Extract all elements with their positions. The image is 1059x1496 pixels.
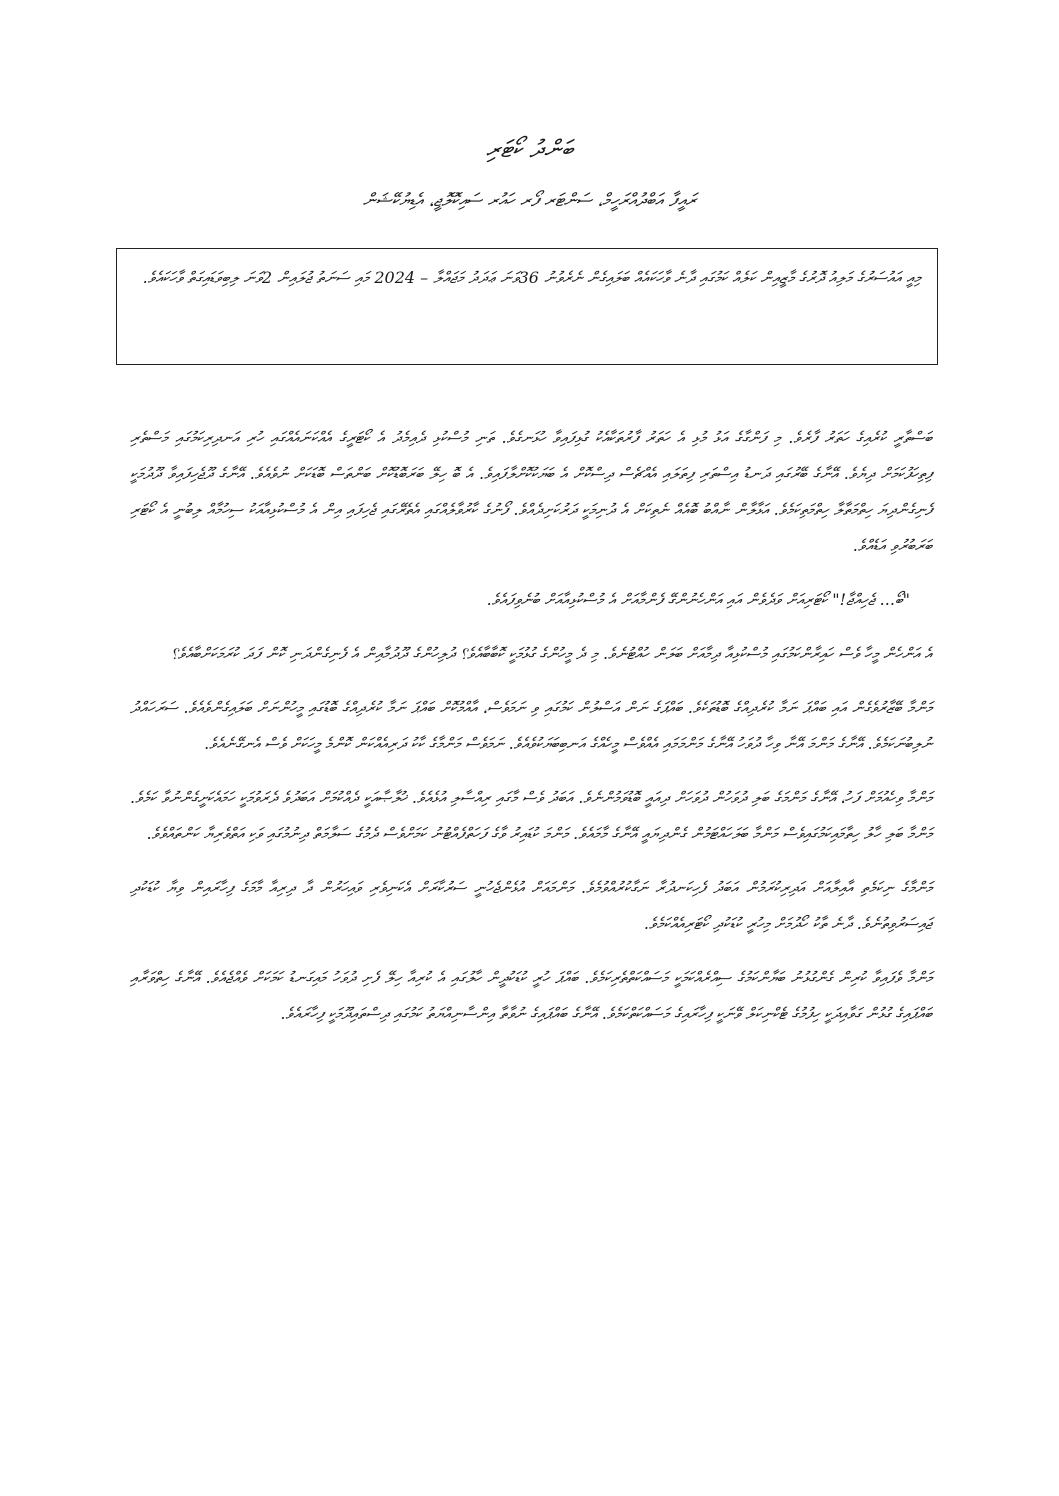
paragraph: މަންމާގެ ނިކަމެތި އާއިލާއަށް އަދިރިކުރަމުން އަބަދު ފެހިކަނދުރާ ނަގާކުރުއްވުމެވެ. މަންމައަށް އުޅެންޖެހުނީ ސަރުކާރަށް އެކަނިވެރި ވައިހަރުން ދާ ދިރިއާ މާމަގެ ފިހާރައިން ވިޔާ ކުޑަކުދި ޖައިސަރުވިތުނެވެ. ދާނެ ތާކު ހޯދުމަށް މިހުރީ ކުޑަކުދި ކޯޓަރިއެއްކަމެވެ. [130, 878, 932, 933]
summary-box [116, 248, 938, 365]
paragraph: މަންމާ ބޭޒާރުވެގެން އައި ބައްޕަ ނަމާ ކުރެދިއްގެ ބޮޑުތަކެވެ. ބައްޕަގެ ނަން އަސްލުން ކަމުގައި ވި ނަމަވެސް، އާއްމުކޮށް ބައްޕަ ނަމާ ކުރެދިއްގެ ބޮޑުގައި މީހުންނަށް ބަލައިގެންވެއެވެ. ސަރަހައްދު ނުލިބުނަކަމެވެ. އޭނާގެ މަންމަ އޭނާ ވިހާ ދުވަހު އޭނާގެ މަންމަމައި އެއްވެސް މީހެއްގެ އަނބިބަޔަކުވެއެވެ. ނަމަވެސް މަންމާގެ ކާކު ދަރިއެއްކަން ކޮންމެ މީހަކަށް ވެސް އެނގޭނެއެވެ. [130, 698, 932, 753]
document-title: ބަންދު ކޯޓަރި [486, 135, 573, 163]
summary-text: މިއީ އައުސަރުގެ މަލިއު ދޮރުގެ މާޒީއިން ކަލެއް ކަމުގައި ދާނެ ވާހަކައެއް ބަލައިގެން ނެރެވުނު 36ވަނަ ޢަދަދު މަޖައްލާ – 2024 މައި ސަނަތު ޖުލައިން 2ވަނަ ލިބިވަޑައިގަތް ވާހަކައެވެ. [142, 268, 921, 287]
author-byline: ރައީފާ އަބްދުއްރަހީމް، ސަންޓަރ ފޯރ ހައުރ ސައިކޮލޮޖީ، އެޑިޔުކޭޝަން [362, 190, 697, 211]
paragraph: މަންމާ ވިހެއުމަށް ފަހު، އޭނާގެ މަންމަގެ ބަލި ދުވަހުން ދުވަހަށް ދިއައީ ބޮޑުވަމުންނެވެ. އަބަދު ވެސް މާގައި ރިއްސާލި އުޅެއެވެ. ޚުލާޞާއަކީ ދެއްކުމަށް އަބަދުވެ ދެރަވުމަކީ ހަމައެކަށީގެންނުވާ ކަމެވެ. މަންމާ ބަލި ހާލު ހިތާމައިކަމުގައިވެސް މަންމާ ބަލަހައްޓަމުން ގެންދިޔައީ އޭނާގެ މާމައެވެ. މަންމަ ކުޑައިރު ވާގެ ފަހަތްފެއްޓުނު ކަމަށްވެސް ދެމުގެ ސަލާމަތް ދިނުމުގައި ވަކި އަތްވެރިޔާ ކަންތައްވެވެ. [130, 788, 932, 843]
paragraph: މަންމާ ވެފައިވާ ކުރިން ގެންގުޅުނު ބަޔާންކަމުގެ ސިއްރެއްކަމަކީ މަސައްކަތްތެރިކަމެވެ. ބައްޕަ ހުރީ ކުޑަކުދީން ހާލުގައި އެ ކުރިއާ ހިލޭ ފެށި ދުވަހު މައިގަނޑު ކަމަކަށް ވެއްޖެއެވެ. އޭނާގެ ހިތްވަރާއި ބައްޕައިގެ ގުޅުން ގަވާއިދަކީ ހިފުމުގެ ޓެކްނިކަލް ވޭނަކީ ފިހާރައިގެ މަސައްކަތްކަމެވެ. އޭނާގެ ބައްޕައިގެ ނުވާތާ އިންސާނިއްޔަތު ކަމުގައި ދިސްތައިދޫމަކީ ފިހާރައެވެ. [130, 968, 932, 1023]
paragraph: އެ އަންހެން މީހާ ވެސް ހައިރާންކަމުގައި މުސްކުޅިއާ ދިމާއަށް ބަލަން ހުއްޓުނެވެ. މި ދެ މީހުންގެ ގުޅުމަކީ ކޮބާބާއެވެ؟ ދުލިހުންގެ ދޫދުމާއިން އެ ފެނިގެންދަނި ކޮން ފަދަ ކުރަމަކަށްބާއެވެ؟ [170, 644, 932, 663]
story-body [130, 420, 932, 1050]
quote-paragraph: "ބޯ... ޖެހިއްޖާ!" ކޯޓަރިއަށް ވަދެވެން އައި އަންހެނުންގޭ ފެންމާއަށް އެ މުސްކުޅިއާއަށް ބުނެވިފައެވެ. [486, 590, 910, 609]
paragraph: ބަސްތާރީ ކުރެއިގެ ހަތަރު ފާރެވެ. މި ފަންގާގެ އަޅު މުޅި އެ ހަތަރު ފާރުތަކާއެކު ގުޅިފައިވާ ހުޅަނގެވެ. ތަނި މުސްކުޅި ދެއިމެދު އެ ކޯޓަރީގެ އެއްކަނައެއްގައި ހުރި އަނދިރިކަމުގައި މަސްތެރި ފިތިހަފުކަމަށް ދިޔެވެ. އޭނާގެ ބޭރުގައި ދަނޑު އިސްތަރި ފިތަލައި އެއްޗެސް ދިސްކޮށް އެ ބަޔަކުކޮށްލާފައިވެ. އެ ބޮ ހިލޭ ބަރަބޮޑުކޮށް ބަންތަސް ބޮޑަކަށް ނުވެއެވެ. އޭނާގެ ދޫޖެހިފައިވާ ދޫދުމަކީ ފެނިގެންދިޔަ ހިތްމަތާލާ ހިތްމަތިކަމެވެ. އަޅާލާން ނާއްބު ބޮއެއް ނެތިކަށް އެ ދުނިމަކީ ދަރުކަށިދެއްވެ. ފޯނުގެ ކާރުވާލެއްގައި އެތެރޭގައި ޖެހިފައި އިން އެ މުސްކުޅިއާއަކު ސިހުމާއް ލިބުނީ އެ ކޯޓަރި ބަރަބުރުވި އަޑެއްވެ. [130, 428, 932, 555]
